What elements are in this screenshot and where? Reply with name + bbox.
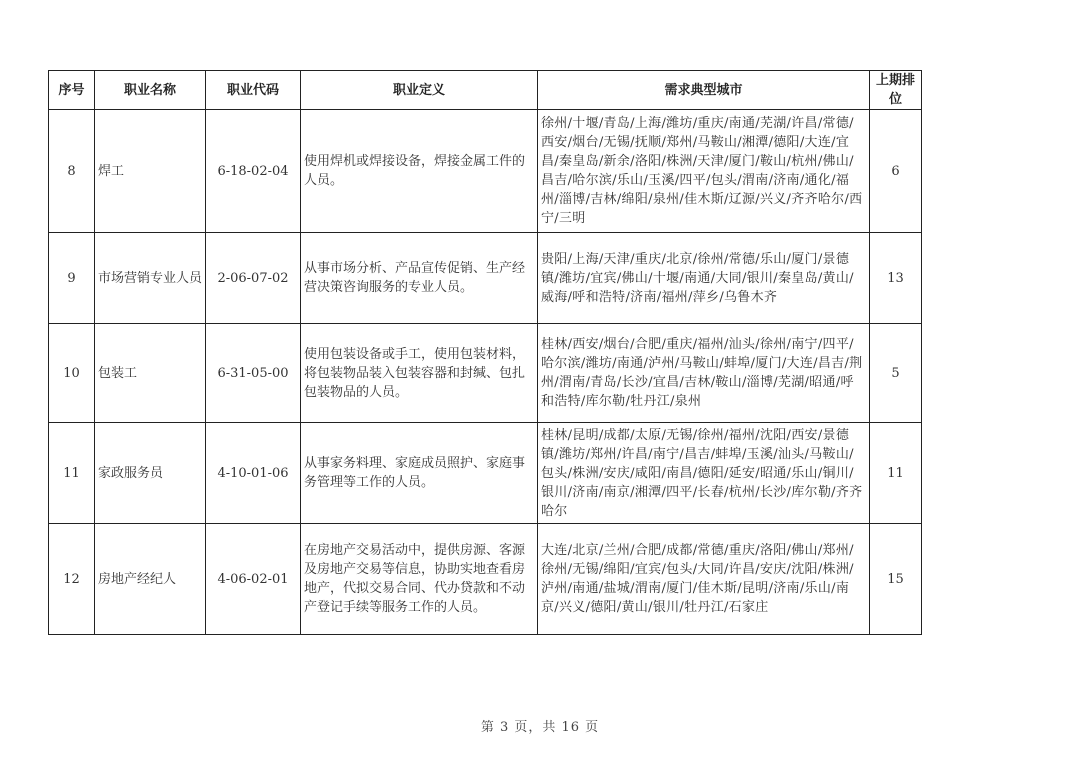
row-num: 10 bbox=[49, 324, 95, 423]
page-number-footer: 第 3 页，共 16 页 bbox=[480, 720, 600, 735]
row-prev-rank: 6 bbox=[870, 110, 922, 233]
row-cities: 贵阳/上海/天津/重庆/北京/徐州/常德/乐山/厦门/景德镇/潍坊/宜宾/佛山/十堰/南通/大同/银川/秦皇岛/黄山/威海/呼和浩特/济南/福州/萍乡/乌鲁木齐 bbox=[538, 233, 870, 324]
row-cities: 桂林/西安/烟台/合肥/重庆/福州/汕头/徐州/南宁/四平/哈尔滨/潍坊/南通/泸州/马鞍山/蚌埠/厦门/大连/昌吉/荆州/渭南/青岛/长沙/宜昌/吉林/鞍山/淄博/芜湖/昭通/呼和浩特/库尔勒/牡丹江/泉州 bbox=[538, 324, 870, 423]
row-cities: 桂林/昆明/成都/太原/无锡/徐州/福州/沈阳/西安/景德镇/潍坊/郑州/许昌/南宁/昌吉/蚌埠/玉溪/汕头/马鞍山/包头/株洲/安庆/咸阳/南昌/德阳/延安/昭通/乐山/铜川/银川/济南/南京/湘潭/四平/长春/杭州/长沙/库尔勒/齐齐哈尔 bbox=[538, 423, 870, 524]
table-row bbox=[49, 524, 922, 635]
row-occupation-name: 焊工 bbox=[95, 110, 206, 233]
row-definition: 使用包装设备或手工，使用包装材料，将包装物品装入包装容器和封缄、包扎包装物品的人员。 bbox=[301, 324, 538, 423]
row-occupation-code: 6-31-05-00 bbox=[206, 324, 301, 423]
row-occupation-code: 2-06-07-02 bbox=[206, 233, 301, 324]
table-row bbox=[49, 324, 922, 423]
row-prev-rank: 15 bbox=[870, 524, 922, 635]
table-row bbox=[49, 233, 922, 324]
header-definition: 职业定义 bbox=[301, 71, 538, 110]
row-prev-rank: 13 bbox=[870, 233, 922, 324]
row-occupation-code: 4-10-01-06 bbox=[206, 423, 301, 524]
row-occupation-code: 4-06-02-01 bbox=[206, 524, 301, 635]
row-num: 12 bbox=[49, 524, 95, 635]
table-row bbox=[49, 110, 922, 233]
row-occupation-name: 家政服务员 bbox=[95, 423, 206, 524]
row-cities: 大连/北京/兰州/合肥/成都/常德/重庆/洛阳/佛山/郑州/徐州/无锡/绵阳/宜宾/包头/大同/许昌/安庆/沈阳/株洲/泸州/南通/盐城/渭南/厦门/佳木斯/昆明/济南/乐山/南京/兴义/德阳/黄山/银川/牡丹江/石家庄 bbox=[538, 524, 870, 635]
header-code: 职业代码 bbox=[206, 71, 301, 110]
row-definition: 在房地产交易活动中，提供房源、客源及房地产交易等信息，协助实地查看房地产，代拟交易合同、代办贷款和不动产登记手续等服务工作的人员。 bbox=[301, 524, 538, 635]
table-row bbox=[49, 423, 922, 524]
row-cities: 徐州/十堰/青岛/上海/潍坊/重庆/南通/芜湖/许昌/常德/西安/烟台/无锡/抚顺/郑州/马鞍山/湘潭/德阳/大连/宜昌/秦皇岛/新余/洛阳/株洲/天津/厦门/鞍山/杭州/佛山/昌吉/哈尔滨/乐山/玉溪/四平/包头/渭南/济南/通化/福州/淄博/吉林/绵阳/泉州/佳木斯/辽源/兴义/齐齐哈尔/西宁/三明 bbox=[538, 110, 870, 233]
row-occupation-code: 6-18-02-04 bbox=[206, 110, 301, 233]
row-occupation-name: 市场营销专业人员 bbox=[95, 233, 206, 324]
occupation-demand-table bbox=[48, 70, 922, 635]
table-header-row bbox=[49, 71, 922, 110]
header-num: 序号 bbox=[49, 71, 95, 110]
row-prev-rank: 5 bbox=[870, 324, 922, 423]
row-occupation-name: 房地产经纪人 bbox=[95, 524, 206, 635]
row-definition: 使用焊机或焊接设备，焊接金属工件的人员。 bbox=[301, 110, 538, 233]
row-num: 11 bbox=[49, 423, 95, 524]
header-cities: 需求典型城市 bbox=[538, 71, 870, 110]
row-definition: 从事家务料理、家庭成员照护、家庭事务管理等工作的人员。 bbox=[301, 423, 538, 524]
header-prev-rank: 上期排位 bbox=[870, 71, 922, 110]
row-prev-rank: 11 bbox=[870, 423, 922, 524]
row-num: 9 bbox=[49, 233, 95, 324]
row-definition: 从事市场分析、产品宣传促销、生产经营决策咨询服务的专业人员。 bbox=[301, 233, 538, 324]
row-occupation-name: 包装工 bbox=[95, 324, 206, 423]
header-name: 职业名称 bbox=[95, 71, 206, 110]
row-num: 8 bbox=[49, 110, 95, 233]
